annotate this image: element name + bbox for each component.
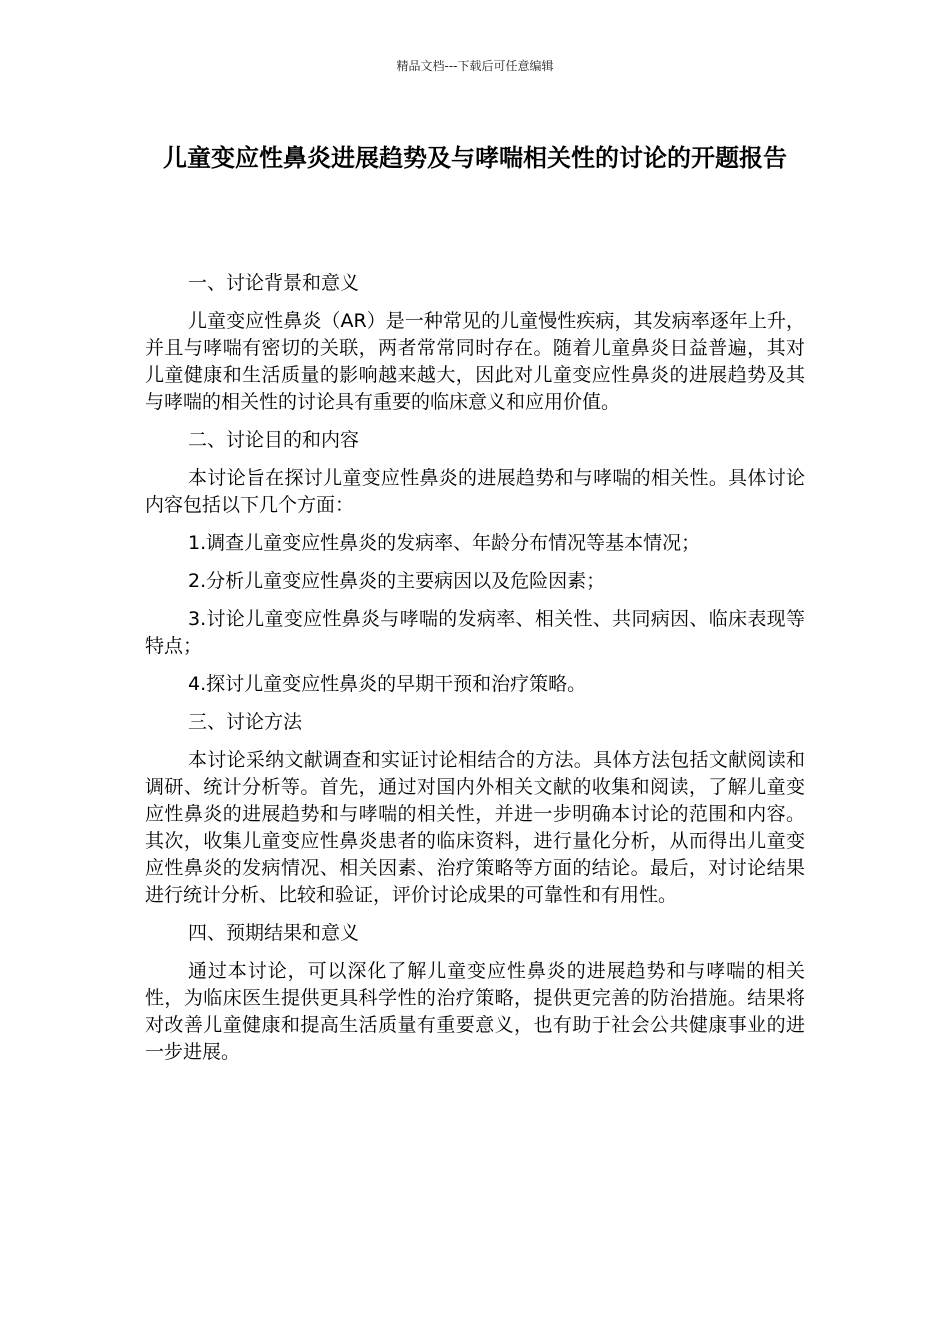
paragraph-background: 儿童变应性鼻炎（AR）是一种常见的儿童慢性疾病，其发病率逐年上升，并且与哮喘有密切的关联，两者常常同时存在。随着儿童鼻炎日益普遍，其对儿童健康和生活质量的影响越来越大，因此对儿童变应性鼻炎的进展趋势及其与哮喘的相关性的讨论具有重要的临床意义和应用价值。 xyxy=(145,310,805,413)
section-heading-objectives: 二、讨论目的和内容 xyxy=(188,429,360,451)
section-heading-background: 一、讨论背景和意义 xyxy=(188,272,360,294)
document-title: 儿童变应性鼻炎进展趋势及与哮喘相关性的讨论的开题报告 xyxy=(163,144,787,172)
section-heading-expected-results: 四、预期结果和意义 xyxy=(188,922,360,944)
paragraph-expected-results: 通过本讨论，可以深化了解儿童变应性鼻炎的进展趋势和与哮喘的相关性，为临床医生提供更具科学性的治疗策略，提供更完善的防治措施。结果将对改善儿童健康和提高生活质量有重要意义，也有助于社会公共健康事业的进一步进展。 xyxy=(145,960,805,1063)
page-header-watermark: 精品文档---下载后可任意编辑 xyxy=(396,59,554,73)
section-heading-methods: 三、讨论方法 xyxy=(188,711,303,733)
document-body xyxy=(145,270,805,1077)
list-item-objective-2: 2.分析儿童变应性鼻炎的主要病因以及危险因素； xyxy=(188,570,606,592)
list-item-objective-4: 4.探讨儿童变应性鼻炎的早期干预和治疗策略。 xyxy=(188,673,587,695)
list-item-objective-3: 3.讨论儿童变应性鼻炎与哮喘的发病率、相关性、共同病因、临床表现等特点； xyxy=(145,608,805,657)
list-item-objective-1: 1.调查儿童变应性鼻炎的发病率、年龄分布情况等基本情况； xyxy=(188,532,701,554)
paragraph-methods: 本讨论采纳文献调查和实证讨论相结合的方法。具体方法包括文献阅读和调研、统计分析等。首先，通过对国内外相关文献的收集和阅读，了解儿童变应性鼻炎的进展趋势和与哮喘的相关性，并进一步明确本讨论的范围和内容。其次，收集儿童变应性鼻炎患者的临床资料，进行量化分析，从而得出儿童变应性鼻炎的发病情况、相关因素、治疗策略等方面的结论。最后，对讨论结果进行统计分析、比较和验证，评价讨论成果的可靠性和有用性。 xyxy=(145,749,805,906)
paragraph-objectives: 本讨论旨在探讨儿童变应性鼻炎的进展趋势和与哮喘的相关性。具体讨论内容包括以下几个方面： xyxy=(145,467,805,516)
